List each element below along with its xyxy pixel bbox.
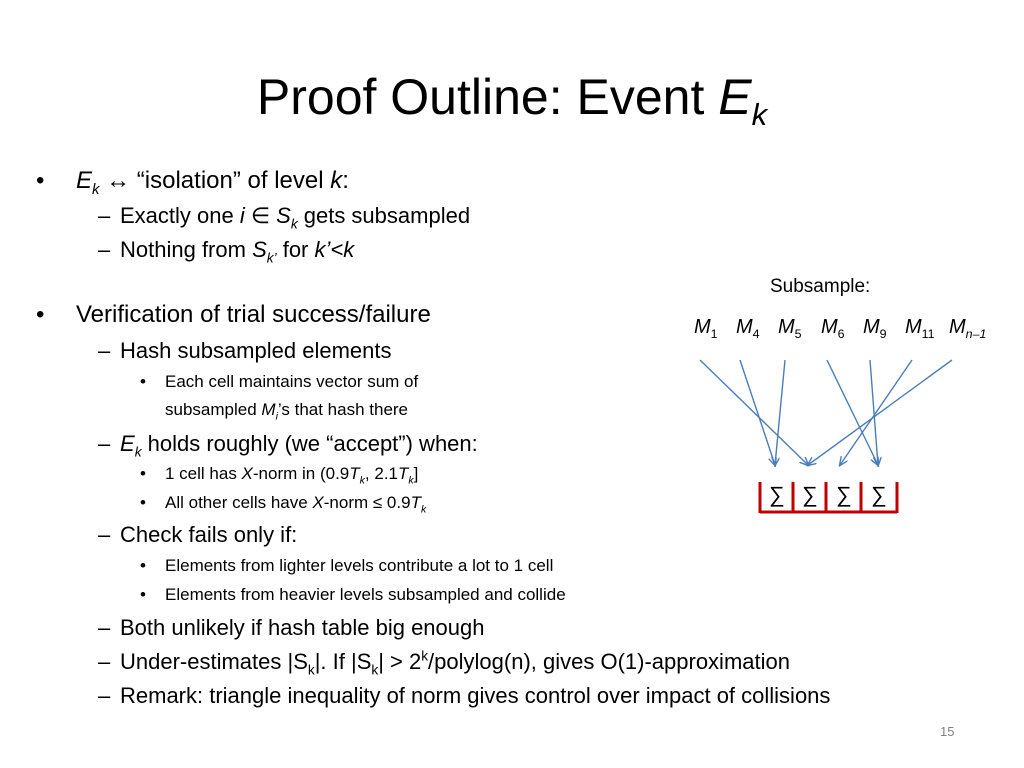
text: /polylog(n), gives O(1)-approximation <box>428 649 790 674</box>
sub-under-estimates <box>120 648 790 676</box>
m-label: $M_4$ <box>736 316 760 341</box>
text: 1 cell has <box>165 464 242 483</box>
text: ] <box>413 464 419 483</box>
subsub-lighter-levels: Elements from lighter levels contribute a lot to 1 cell <box>165 556 554 575</box>
title-sub: k <box>751 97 768 132</box>
t-var: T <box>349 464 360 483</box>
bullet-dot: • <box>140 464 146 483</box>
s-sub: k’ <box>266 250 277 266</box>
cell-sum: ∑ <box>802 482 818 507</box>
i-var: i <box>239 203 245 228</box>
arrow-line <box>740 360 775 465</box>
ek-sub: k <box>92 181 100 198</box>
ek-sub: k <box>134 444 142 460</box>
sub-check-fails: Check fails only if: <box>120 522 298 547</box>
s-sub: k <box>371 662 379 678</box>
dash-marker: – <box>98 431 111 456</box>
sub-holds-roughly <box>120 430 478 458</box>
sub-remark: Remark: triangle inequality of norm gives control over impact of collisions <box>120 683 831 708</box>
m-label: $M_{11}$ <box>905 316 935 341</box>
m-var: M <box>261 400 276 419</box>
subsub-other-cells <box>165 492 426 514</box>
arrow-line <box>827 360 878 465</box>
arrow-line <box>775 360 785 465</box>
dash-marker: – <box>98 649 111 674</box>
bullet-dot: • <box>36 167 45 194</box>
subsub-cell-sum-line1: Each cell maintains vector sum of <box>165 372 419 391</box>
m-label: $M_{n-1}$ <box>949 316 987 341</box>
ek-var: E <box>120 431 135 456</box>
page-number: 15 <box>940 724 955 739</box>
subsub-one-cell <box>165 463 418 485</box>
subsub-heavier-levels: Elements from heavier levels subsampled and collide <box>165 585 566 604</box>
arrow-line <box>700 360 808 465</box>
cell-sum: ∑ <box>871 482 887 507</box>
arrow-line <box>840 360 912 465</box>
dash-marker: – <box>98 338 111 363</box>
text: | > 2 <box>378 649 422 674</box>
m-label: $M_1$ <box>694 316 718 341</box>
s-var: S <box>252 237 267 262</box>
k-var: k <box>330 167 343 194</box>
t-var: T <box>410 493 421 512</box>
m-label: $M_9$ <box>863 316 887 341</box>
dash-marker: – <box>98 615 111 640</box>
m-label: $M_5$ <box>778 316 802 341</box>
t-sub: k <box>408 474 414 487</box>
colon: : <box>342 167 349 194</box>
title-var: E <box>718 69 752 125</box>
cell-sum: ∑ <box>769 482 785 507</box>
t-sub: k <box>359 474 365 487</box>
text: for <box>276 237 315 262</box>
dash-marker: – <box>98 522 111 547</box>
dash-marker: – <box>98 683 111 708</box>
text: holds roughly (we “accept”) when: <box>141 431 478 456</box>
slide-title <box>0 62 1024 132</box>
text: Under-estimates |S <box>120 649 308 674</box>
bullet-dot: • <box>140 372 146 391</box>
subsub-cell-sum-line2 <box>165 399 408 421</box>
dash-marker: – <box>98 203 111 228</box>
s-var: S <box>276 203 291 228</box>
title-text: Proof Outline: Event <box>256 69 719 125</box>
text: |. If |S <box>314 649 372 674</box>
sub-nothing-from <box>120 236 354 264</box>
m-sub: i <box>275 410 278 423</box>
x-var: X <box>241 464 253 483</box>
text: -norm ≤ 0.9 <box>323 493 411 512</box>
in-symbol: ∈ <box>244 203 277 228</box>
x-var: X <box>312 493 324 512</box>
condition: k’<k <box>314 237 355 262</box>
text: All other cells have <box>165 493 313 512</box>
arrow-line <box>808 360 952 465</box>
text: Exactly one <box>120 203 240 228</box>
s-sub: k <box>290 216 298 232</box>
exp-sup: k <box>421 648 429 664</box>
text: , 2.1 <box>364 464 399 483</box>
text: Nothing from <box>120 237 253 262</box>
s-sub: k <box>307 662 315 678</box>
t-var: T <box>398 464 409 483</box>
ek-var: E <box>76 167 93 194</box>
text: gets subsampled <box>297 203 471 228</box>
bullet-dot: • <box>140 493 146 512</box>
text: ’s that hash there <box>277 400 409 419</box>
t-sub: k <box>420 503 427 516</box>
iff-symbol: ↔ <box>99 167 137 194</box>
subsample-label: Subsample: <box>770 276 871 297</box>
sub-hash-elements: Hash subsampled elements <box>120 338 392 363</box>
text: -norm in (0.9 <box>252 464 350 483</box>
sub-both-unlikely: Both unlikely if hash table big enough <box>120 615 485 640</box>
m-label: $M_6$ <box>821 316 845 341</box>
sub-exactly-one <box>120 202 470 230</box>
text: subsampled <box>165 400 262 419</box>
isolation-text: “isolation” of level <box>136 167 331 194</box>
bullet-dot: • <box>140 556 146 575</box>
bullet-dot: • <box>36 301 45 328</box>
cell-sum: ∑ <box>836 482 852 507</box>
bullet-verification: Verification of trial success/failure <box>76 301 431 328</box>
bullet-isolation <box>76 166 349 196</box>
bullet-dot: • <box>140 585 146 604</box>
dash-marker: – <box>98 237 111 262</box>
